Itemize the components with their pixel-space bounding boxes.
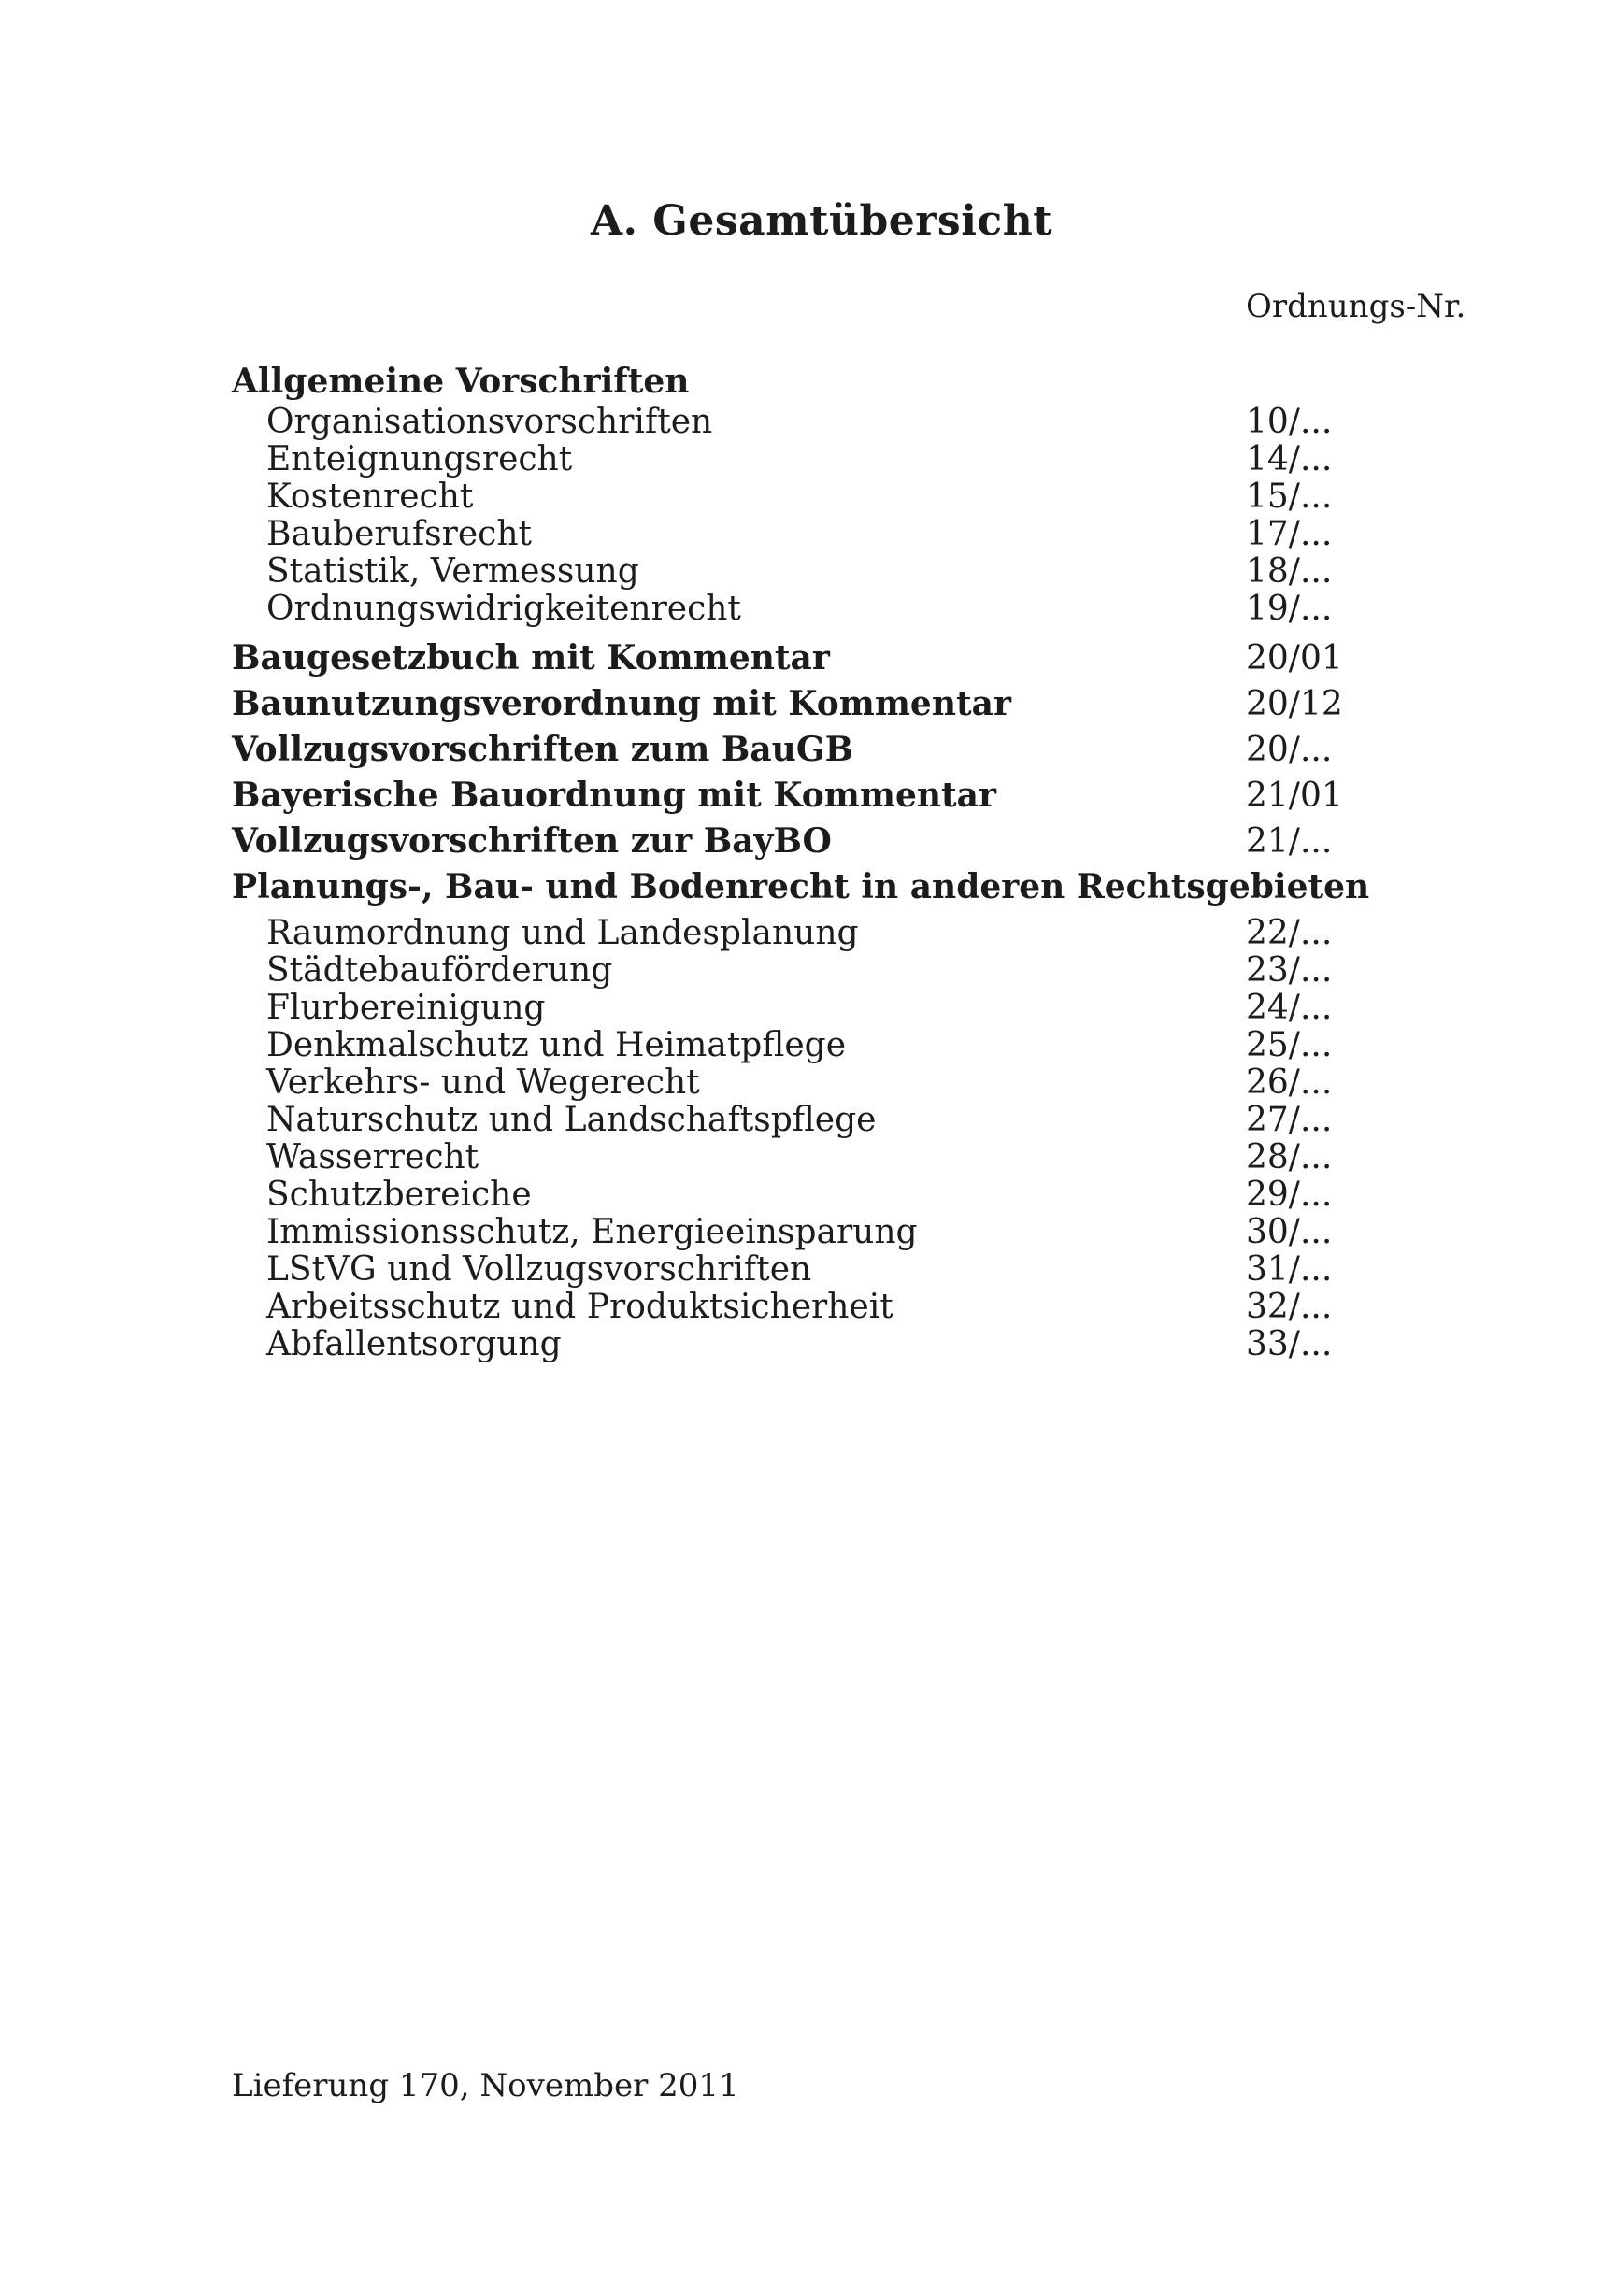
toc-row xyxy=(232,773,1411,819)
toc-entry-label: Baunutzungsverordnung mit Kommentar xyxy=(232,684,1011,723)
toc-entry-label: Abfallentsorgung xyxy=(266,1325,562,1363)
toc-row xyxy=(232,819,1411,864)
toc-entry-number: 20/... xyxy=(1246,731,1333,769)
toc-entry-number: 23/... xyxy=(1246,951,1333,990)
toc-row xyxy=(232,441,1411,478)
toc-entry-label: Schutzbereiche xyxy=(266,1176,532,1214)
toc-entry-number: 20/12 xyxy=(1246,685,1343,723)
toc-entry-label: Bauberufsrecht xyxy=(266,515,532,553)
toc-entry-label: Baugesetzbuch mit Kommentar xyxy=(232,638,830,677)
toc-entry-number: 15/... xyxy=(1246,478,1333,516)
toc-entry-number: 22/... xyxy=(1246,914,1333,952)
toc-entry-number: 19/... xyxy=(1246,590,1333,628)
toc-row xyxy=(232,516,1411,553)
toc-row xyxy=(232,864,1411,909)
toc-entry-number: 31/... xyxy=(1246,1250,1333,1289)
toc-entry-label: LStVG und Vollzugsvorschriften xyxy=(266,1250,812,1289)
toc-row xyxy=(232,727,1411,773)
toc-row xyxy=(232,404,1411,441)
toc-entry-number: 32/... xyxy=(1246,1288,1333,1326)
toc-entry-number: 10/... xyxy=(1246,403,1333,441)
toc-entry-label: Bayerische Bauordnung mit Kommentar xyxy=(232,776,996,815)
toc-entry-number: 25/... xyxy=(1246,1026,1333,1064)
toc-entry-number: 24/... xyxy=(1246,989,1333,1027)
toc-entry-number: 26/... xyxy=(1246,1063,1333,1102)
toc-row xyxy=(232,1064,1411,1102)
toc-entry-label: Kostenrecht xyxy=(266,478,474,516)
toc-entry-label: Allgemeine Vorschriften xyxy=(232,362,690,401)
toc-entry-label: Statistik, Vermessung xyxy=(266,552,639,591)
toc-entry-label: Städtebauförderung xyxy=(266,951,613,990)
toc-entry-number: 28/... xyxy=(1246,1138,1333,1177)
toc-row xyxy=(232,681,1411,727)
toc-row xyxy=(232,1139,1411,1177)
toc-entry-label: Vollzugsvorschriften zum BauGB xyxy=(232,730,854,769)
toc-row xyxy=(232,915,1411,952)
toc-row xyxy=(232,1027,1411,1064)
toc-row xyxy=(232,1326,1411,1363)
toc-entry-label: Denkmalschutz und Heimatpflege xyxy=(266,1026,847,1064)
toc-entry-number: 18/... xyxy=(1246,552,1333,591)
toc-entry-label: Raumordnung und Landesplanung xyxy=(266,914,859,952)
toc-entry-label: Arbeitsschutz und Produktsicherheit xyxy=(266,1288,893,1326)
toc-entry-number: 29/... xyxy=(1246,1176,1333,1214)
toc-entry-number: 14/... xyxy=(1246,440,1333,478)
toc-list xyxy=(232,359,1411,1363)
toc-row xyxy=(232,478,1411,516)
toc-entry-label: Ordnungswidrigkeitenrecht xyxy=(266,590,741,628)
toc-row xyxy=(232,359,1411,404)
toc-entry-label: Organisationsvorschriften xyxy=(266,403,713,441)
toc-entry-number: 30/... xyxy=(1246,1213,1333,1251)
toc-entry-number: 20/01 xyxy=(1246,639,1343,677)
toc-entry-label: Flurbereinigung xyxy=(266,989,546,1027)
toc-row xyxy=(232,1251,1411,1289)
toc-entry-label: Wasserrecht xyxy=(266,1138,479,1177)
toc-entry-label: Vollzugsvorschriften zur BayBO xyxy=(232,821,832,861)
toc-entry-number: 27/... xyxy=(1246,1101,1333,1139)
toc-entry-label: Immissionsschutz, Energieeinsparung xyxy=(266,1213,918,1251)
page-title: A. Gesamtübersicht xyxy=(590,197,1053,245)
toc-row xyxy=(232,635,1411,681)
toc-entry-label: Planungs-, Bau- und Bodenrecht in anderen Rechtsgebieten xyxy=(232,867,1370,906)
toc-row xyxy=(232,990,1411,1027)
toc-entry-number: 17/... xyxy=(1246,515,1333,553)
toc-row xyxy=(232,553,1411,591)
toc-row xyxy=(232,591,1411,628)
toc-row xyxy=(232,1289,1411,1326)
toc-entry-number: 21/... xyxy=(1246,822,1333,861)
toc-row xyxy=(232,952,1411,990)
order-number-column-header: Ordnungs-Nr. xyxy=(1246,288,1466,325)
toc-entry-number: 33/... xyxy=(1246,1325,1333,1363)
toc-row xyxy=(232,1102,1411,1139)
toc-row xyxy=(232,1214,1411,1251)
toc-entry-label: Enteignungsrecht xyxy=(266,440,573,478)
footer-note: Lieferung 170, November 2011 xyxy=(232,2067,739,2104)
toc-row xyxy=(232,1177,1411,1214)
toc-entry-label: Verkehrs- und Wegerecht xyxy=(266,1063,700,1102)
toc-entry-number: 21/01 xyxy=(1246,777,1343,815)
toc-entry-label: Naturschutz und Landschaftspflege xyxy=(266,1101,877,1139)
